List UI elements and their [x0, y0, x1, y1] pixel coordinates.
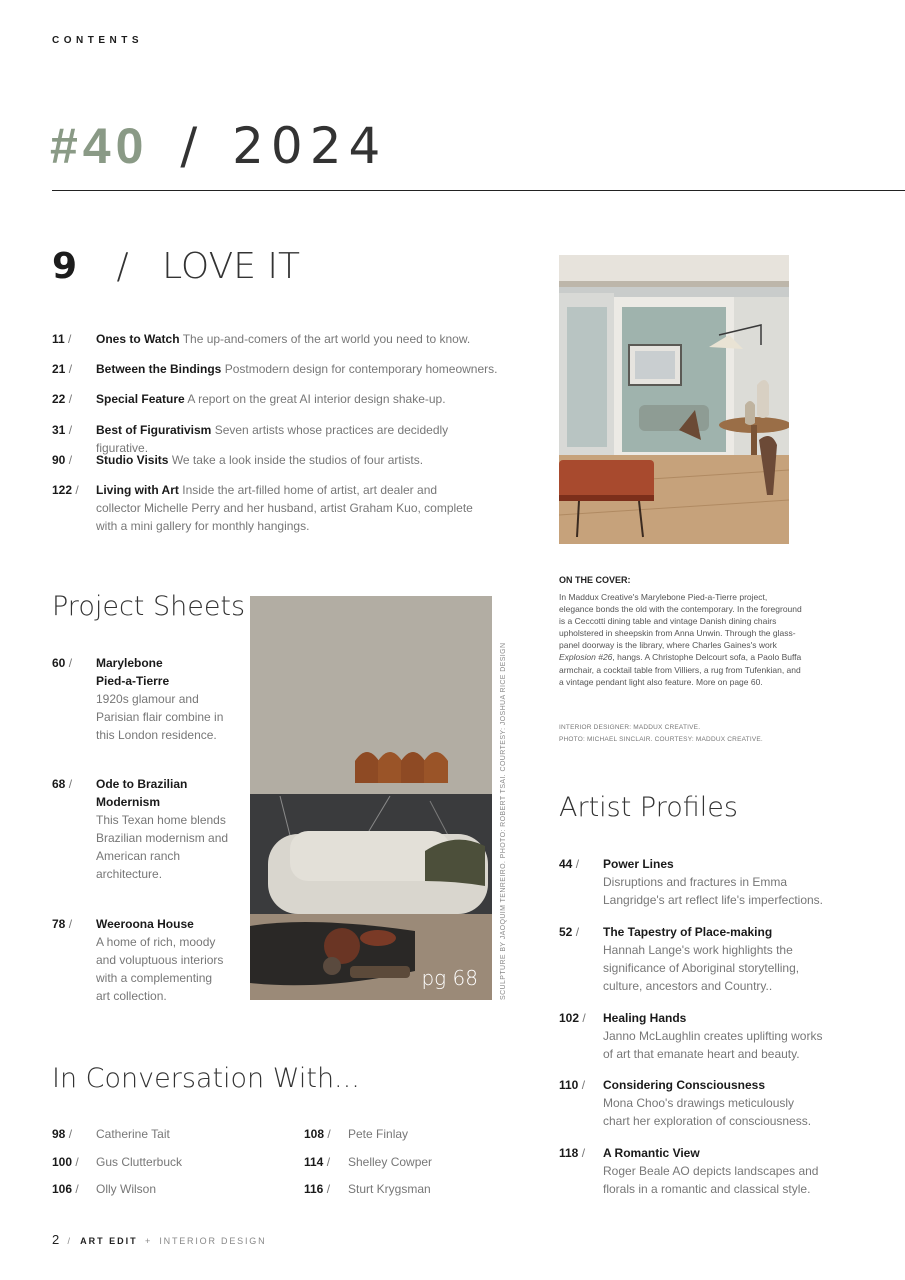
page-number: 90 — [52, 453, 66, 467]
item-title: Marylebone Pied-a-Tierre — [96, 656, 170, 688]
photo-credit: SCULPTURE BY JAOQUIM TENREIRO. PHOTO: ROBERT TSAI. COURTESY: JOSHUA RICE DESIGN — [500, 642, 507, 1000]
love-it-heading — [52, 246, 300, 287]
person-name: Shelley Cowper — [348, 1155, 433, 1169]
page-number: 102 — [559, 1011, 580, 1025]
love-it-page: 9 — [52, 246, 78, 287]
item-description: Hannah Lange's work highlights the significance of Aboriginal storytelling, culture, ancestors and Country.. — [603, 943, 800, 993]
item-description: Roger Beale AO depicts landscapes and florals in a romantic and classical style. — [603, 1164, 819, 1196]
item-description: A home of rich, moody and voluptuous interiors with a complementing art collection. — [96, 935, 224, 1003]
item-description: Disruptions and fractures in Emma Langridge's art reflect life's imperfections. — [603, 875, 824, 907]
item-title: The Tapestry of Place-making — [603, 925, 773, 939]
item-title: Weeroona House — [96, 917, 194, 931]
footer-page-number: 2 — [52, 1232, 60, 1247]
item-description: Seven artists whose practices are decidedly figurative. — [96, 423, 449, 455]
person-name: Sturt Krygsman — [348, 1182, 431, 1196]
artist-profiles-heading: Artist Profiles — [559, 792, 738, 823]
item-description: A report on the great AI interior design shake-up. — [187, 392, 446, 406]
section-label: CONTENTS — [52, 35, 143, 46]
page-number: 118 — [559, 1146, 579, 1160]
cover-image — [559, 255, 789, 544]
person-name: Catherine Tait — [96, 1127, 170, 1141]
page-number: 52 — [559, 925, 573, 939]
item-description: Janno McLaughlin creates uplifting works of art that emanate heart and beauty. — [603, 1029, 823, 1061]
page-number: 60 — [52, 656, 66, 670]
page-number: 122 — [52, 483, 73, 497]
love-it-separator: / — [116, 246, 129, 287]
item-title: Special Feature — [96, 392, 185, 406]
item-description: This Texan home blends Brazilian modernism and American ranch architecture. — [96, 813, 229, 881]
item-title: Ones to Watch — [96, 332, 180, 346]
item-title: Studio Visits — [96, 453, 169, 467]
item-title: A Romantic View — [603, 1146, 700, 1160]
page-number: 98 — [52, 1127, 66, 1141]
issue-year: 2024 — [232, 117, 388, 175]
project-photo — [250, 596, 492, 1000]
page-footer: 2 / ART EDIT + INTERIOR DESIGN — [52, 1232, 267, 1247]
page-number: 116 — [304, 1182, 324, 1196]
page-number: 68 — [52, 777, 66, 791]
item-title: Between the Bindings — [96, 362, 222, 376]
item-description: The up-and-comers of the art world you need to know. — [182, 332, 471, 346]
item-title: Power Lines — [603, 857, 674, 871]
page-number: 11 — [52, 332, 65, 346]
item-title: Living with Art — [96, 483, 179, 497]
page-number: 31 — [52, 423, 66, 437]
page-number: 44 — [559, 857, 573, 871]
item-description: We take a look inside the studios of four artists. — [171, 453, 424, 467]
cover-credit: INTERIOR DESIGNER: MADDUX CREATIVE. PHOTO: MICHAEL SINCLAIR. COURTESY: MADDUX CREATIVE. — [559, 724, 763, 743]
page-number: 100 — [52, 1155, 73, 1169]
item-title: Ode to Brazilian Modernism — [96, 777, 188, 809]
conversation-heading: In Conversation With... — [52, 1063, 360, 1094]
item-description: 1920s glamour and Parisian flair combine in this London residence. — [96, 692, 224, 742]
love-it-title: LOVE IT — [162, 246, 301, 287]
item-title: Best of Figurativism — [96, 423, 212, 437]
page-label: pg 68 — [421, 966, 478, 990]
page-number: 22 — [52, 392, 66, 406]
item-description: Inside the art-filled home of artist, art dealer and collector Michelle Perry and her husband, artist Graham Kuo, complete with a mini gallery for monthly hangings. — [96, 483, 473, 533]
page-number: 108 — [304, 1127, 325, 1141]
issue-heading — [50, 118, 387, 174]
page-number: 78 — [52, 917, 66, 931]
issue-number: #40 — [50, 118, 149, 174]
page-number: 110 — [559, 1078, 579, 1092]
issue-separator: / — [180, 117, 205, 175]
cover-caption-heading: ON THE COVER: — [559, 575, 631, 585]
item-description: Postmodern design for contemporary homeowners. — [224, 362, 498, 376]
person-name: Gus Clutterbuck — [96, 1155, 183, 1169]
cover-caption: In Maddux Creative's Marylebone Pied-a-Tierre project, elegance bonds the old with the contemporary. In the foreground is a Ceccotti dining table and vintage Danish dining chairs upholstered in sheepskin from Anna Unwin. Through the glass-panel doorway is the library, where Charles Gaines's work Explosion #26, hangs. A Christophe Delcourt sofa, a Paolo Buffa armchair, a cocktail table from Villiers, a rug from Tufenkian, and a vintage pendant light also feature. More on page 60. — [559, 592, 802, 687]
divider — [52, 190, 905, 191]
item-description: Mona Choo's drawings meticulously chart her exploration of consciousness. — [603, 1096, 812, 1128]
page-number: 21 — [52, 362, 66, 376]
footer-subtitle: INTERIOR DESIGN — [159, 1236, 267, 1246]
item-title: Considering Consciousness — [603, 1078, 766, 1092]
project-image[interactable] — [250, 596, 492, 1000]
project-sheets-heading: Project Sheets — [52, 591, 246, 622]
footer-brand: ART EDIT — [80, 1236, 138, 1246]
person-name: Pete Finlay — [348, 1127, 409, 1141]
person-name: Olly Wilson — [96, 1182, 157, 1196]
item-title: Healing Hands — [603, 1011, 687, 1025]
page-number: 114 — [304, 1155, 324, 1169]
page-number: 106 — [52, 1182, 73, 1196]
